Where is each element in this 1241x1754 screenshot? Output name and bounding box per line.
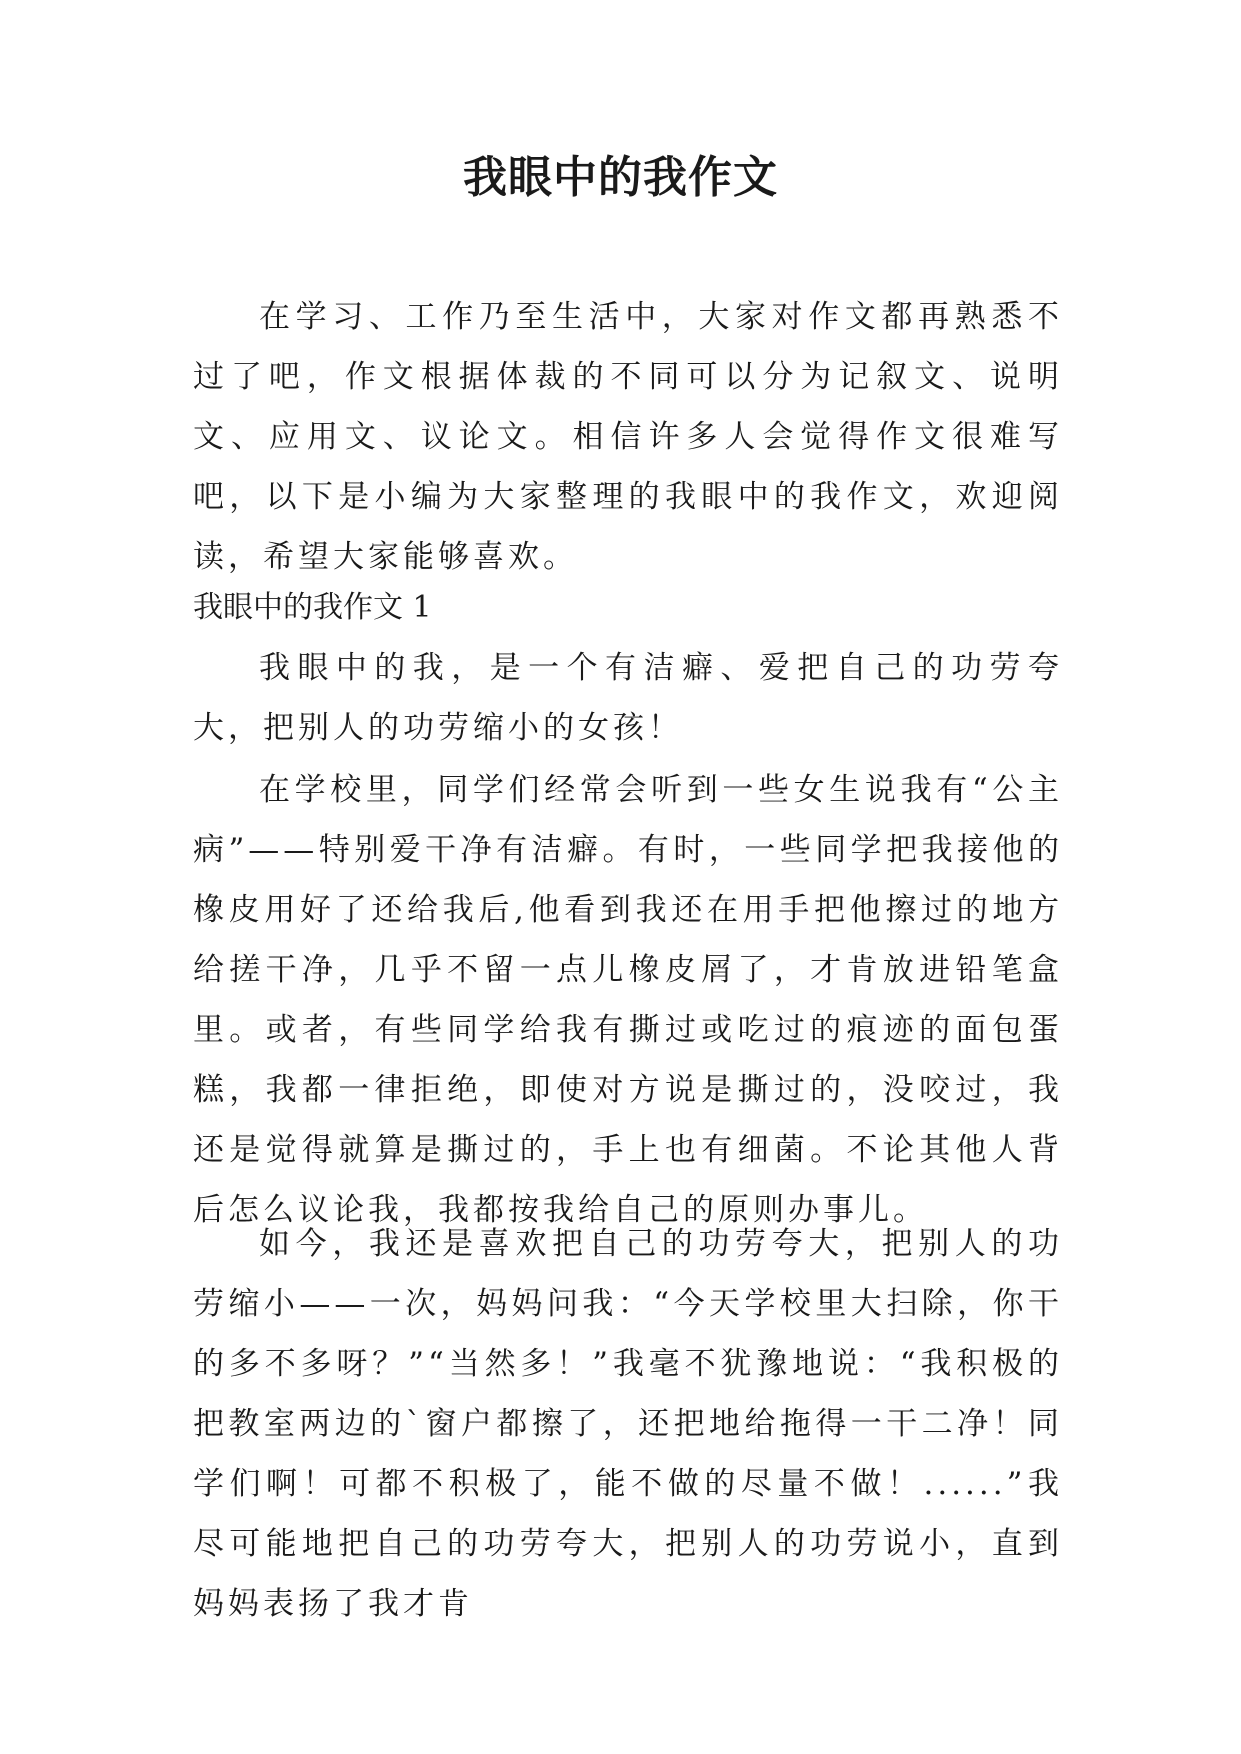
body-paragraph: 我眼中的我，是一个有洁癖、爱把自己的功劳夸大，把别人的功劳缩小的女孩！ [193, 650, 1063, 746]
body-paragraph: 在学校里，同学们经常会听到一些女生说我有“公主病”——特别爱干净有洁癖。有时，一些同学把我接他的橡皮用好了还给我后,他看到我还在用手把他擦过的地方给搓干净，几乎不留一点儿橡皮屑了，才肯放进铅笔盒里。或者，有些同学给我有撕过或吃过的痕迹的面包蛋糕，我都一律拒绝，即使对方说是撕过的，没咬过，我还是觉得就算是撕过的，手上也有细菌。不论其他人背后怎么议论我，我都按我给自己的原则办事儿。 [193, 772, 1063, 1228]
document-title: 我眼中的我作文 [463, 152, 778, 203]
intro-paragraph: 在学习、工作乃至生活中，大家对作文都再熟悉不过了吧，作文根据体裁的不同可以分为记叙文、说明文、应用文、议论文。相信许多人会觉得作文很难写吧，以下是小编为大家整理的我眼中的我作文，欢迎阅读，希望大家能够喜欢。 [193, 299, 1063, 575]
section-heading: 我眼中的我作文 1 [193, 590, 432, 625]
body-paragraph: 如今，我还是喜欢把自己的功劳夸大，把别人的功劳缩小——一次，妈妈问我：“今天学校里大扫除，你干的多不多呀？”“当然多！”我毫不犹豫地说：“我积极的把教室两边的`窗户都擦了，还把地给拖得一干二净！同学们啊！可都不积极了，能不做的尽量不做！......”我尽可能地把自己的功劳夸大，把别人的功劳说小，直到妈妈表扬了我才肯 [193, 1226, 1063, 1622]
